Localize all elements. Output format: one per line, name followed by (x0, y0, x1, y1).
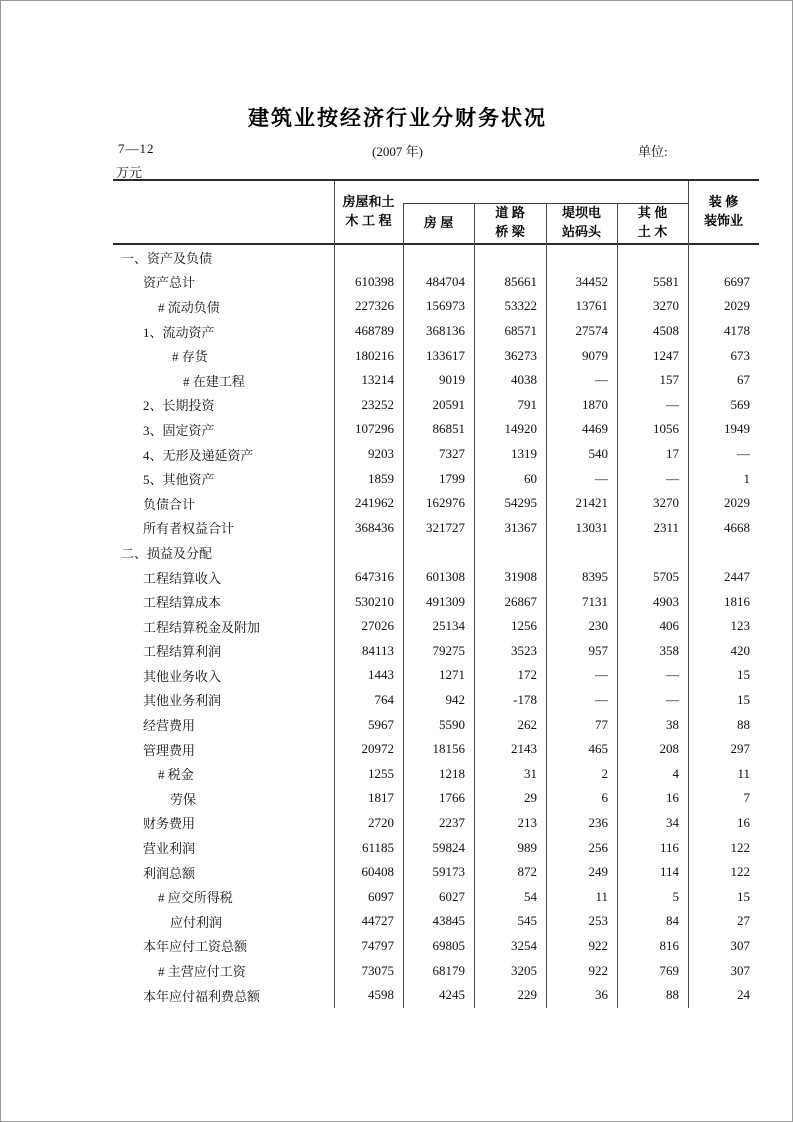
row-label: 工程结算税金及附加 (143, 619, 261, 635)
cell-value: 230 (588, 618, 608, 634)
column-divider (546, 203, 547, 1008)
row-label: 本年应付福利费总额 (143, 988, 261, 1004)
cell-value: 791 (517, 396, 537, 412)
cell-value: 2 (601, 765, 608, 781)
cell-value: 4 (672, 765, 679, 781)
cell-value: 236 (588, 814, 608, 830)
table-row (113, 737, 759, 762)
table-row (113, 614, 759, 639)
cell-value: 9019 (439, 372, 465, 388)
cell-value: 321727 (426, 519, 465, 535)
cell-value: 1056 (653, 421, 679, 437)
cell-value: 5590 (439, 716, 465, 732)
table-row (113, 245, 759, 270)
cell-value: — (737, 446, 750, 462)
cell-value: 60408 (361, 864, 394, 880)
row-label: # 在建工程 (183, 373, 245, 389)
cell-value: 2029 (724, 298, 750, 314)
cell-value: 4903 (653, 593, 679, 609)
cell-value: 53322 (504, 298, 537, 314)
cell-value: 8395 (582, 569, 608, 585)
cell-value: 20972 (361, 741, 394, 757)
cell-value: 59824 (432, 839, 465, 855)
column-divider (474, 203, 475, 1008)
row-label: # 主营应付工资 (158, 964, 246, 980)
cell-value: 16 (737, 814, 750, 830)
cell-value: 44727 (361, 913, 394, 929)
cell-value: 133617 (426, 347, 465, 363)
table-row (113, 368, 759, 393)
cell-value: 5581 (653, 273, 679, 289)
row-label: 经营费用 (143, 718, 196, 734)
cell-value: 6097 (368, 888, 394, 904)
cell-value: 957 (588, 642, 608, 658)
cell-value: 69805 (432, 937, 465, 953)
cell-value: 4508 (653, 323, 679, 339)
column-divider (334, 181, 335, 1008)
cell-value: 88 (666, 987, 679, 1003)
cell-value: 484704 (426, 273, 465, 289)
cell-value: 468789 (355, 323, 394, 339)
cell-value: 4178 (724, 323, 750, 339)
cell-value: 5705 (653, 569, 679, 585)
cell-value: 6027 (439, 888, 465, 904)
cell-value: — (595, 667, 608, 683)
row-label: 其他业务利润 (143, 693, 222, 709)
header-line: 装饰业 (703, 213, 743, 228)
cell-value: 1949 (724, 421, 750, 437)
cell-value: 15 (737, 691, 750, 707)
cell-value: 2143 (511, 741, 537, 757)
table-row (113, 983, 759, 1008)
row-label: 本年应付工资总额 (143, 939, 248, 955)
header-cell-other-civil (617, 203, 688, 243)
year-label: (2007 年) (372, 144, 423, 159)
cell-value: 24 (737, 987, 750, 1003)
row-label: 资产总计 (143, 275, 196, 291)
cell-value: 36 (595, 987, 608, 1003)
table-row (113, 393, 759, 418)
table-row (113, 294, 759, 319)
cell-value: 3205 (511, 962, 537, 978)
cell-value: 1799 (439, 470, 465, 486)
cell-value: 4598 (368, 987, 394, 1003)
header-line: 房 屋 (423, 214, 454, 230)
header-cell-housing-civil (334, 181, 403, 243)
cell-value: 1859 (368, 470, 394, 486)
cell-value: 20591 (432, 396, 465, 412)
table-row (113, 540, 759, 565)
column-divider (617, 203, 618, 1008)
cell-value: 2447 (724, 569, 750, 585)
cell-value: 1247 (653, 347, 679, 363)
column-divider (688, 181, 689, 1008)
header-line: 道 路 (495, 205, 525, 221)
cell-value: 256 (588, 839, 608, 855)
cell-value: 38 (666, 716, 679, 732)
row-label: 其他业务收入 (143, 668, 222, 684)
table-row (113, 565, 759, 590)
cell-value: 123 (730, 618, 750, 634)
cell-value: 18156 (432, 741, 465, 757)
cell-value: 1 (743, 470, 750, 486)
row-label: 4、无形及递延资产 (143, 447, 254, 463)
cell-value: 73075 (361, 962, 394, 978)
cell-value: 491309 (426, 593, 465, 609)
cell-value: 530210 (355, 593, 394, 609)
header-cell-road-bridge (474, 203, 546, 243)
table-row (113, 909, 759, 934)
cell-value: 368436 (355, 519, 394, 535)
cell-value: 11 (595, 888, 608, 904)
cell-value: — (666, 691, 679, 707)
row-label: 所有者权益合计 (143, 521, 235, 537)
cell-value: 262 (517, 716, 537, 732)
table-row (113, 589, 759, 614)
cell-value: 34452 (575, 273, 608, 289)
table-row (113, 343, 759, 368)
header-cell-housing (403, 203, 474, 243)
cell-value: 85661 (504, 273, 537, 289)
cell-value: 13761 (575, 298, 608, 314)
cell-value: 297 (730, 741, 750, 757)
cell-value: 227326 (355, 298, 394, 314)
cell-value: 60 (524, 470, 537, 486)
cell-value: 2029 (724, 495, 750, 511)
cell-value: 569 (730, 396, 750, 412)
cell-value: 213 (517, 814, 537, 830)
cell-value: 74797 (361, 937, 394, 953)
cell-value: 54295 (504, 495, 537, 511)
cell-value: 172 (517, 667, 537, 683)
cell-value: 67 (737, 372, 750, 388)
cell-value: 4469 (582, 421, 608, 437)
table-row (113, 270, 759, 295)
row-label: 3、固定资产 (143, 422, 215, 438)
cell-value: 673 (730, 347, 750, 363)
table-row (113, 835, 759, 860)
cell-value: 1443 (368, 667, 394, 683)
cell-value: 816 (659, 937, 679, 953)
cell-value: — (595, 470, 608, 486)
cell-value: — (595, 372, 608, 388)
cell-value: 358 (659, 642, 679, 658)
cell-value: 1218 (439, 765, 465, 781)
unit-label: 单位: (638, 144, 668, 159)
row-label: 劳保 (170, 791, 197, 807)
cell-value: 36273 (504, 347, 537, 363)
cell-value: 9079 (582, 347, 608, 363)
header-line: 站码头 (561, 224, 601, 239)
cell-value: 180216 (355, 347, 394, 363)
cell-value: 16 (666, 790, 679, 806)
cell-value: 647316 (355, 569, 394, 585)
header-line: 堤坝电 (561, 205, 601, 221)
table-row (113, 761, 759, 786)
cell-value: — (666, 470, 679, 486)
cell-value: 107296 (355, 421, 394, 437)
cell-value: 1271 (439, 667, 465, 683)
cell-value: 21421 (575, 495, 608, 511)
row-label: 一、资产及负债 (121, 250, 213, 266)
cell-value: 7131 (582, 593, 608, 609)
cell-value: 68571 (504, 323, 537, 339)
table-row (113, 466, 759, 491)
cell-value: 54 (524, 888, 537, 904)
cell-value: 25134 (432, 618, 465, 634)
cell-value: — (595, 691, 608, 707)
header-line: 木 工 程 (345, 213, 392, 228)
cell-value: 27026 (361, 618, 394, 634)
cell-value: 5 (672, 888, 679, 904)
table-row (113, 712, 759, 737)
cell-value: 157 (659, 372, 679, 388)
cell-value: 88 (737, 716, 750, 732)
column-divider (403, 203, 404, 1008)
cell-value: 2237 (439, 814, 465, 830)
row-label: # 存货 (172, 349, 208, 365)
header-line: 房屋和土 (342, 194, 395, 210)
cell-value: 9203 (368, 446, 394, 462)
cell-value: 14920 (504, 421, 537, 437)
cell-value: 208 (659, 741, 679, 757)
cell-value: 7 (743, 790, 750, 806)
cell-value: 872 (517, 864, 537, 880)
cell-value: 43845 (432, 913, 465, 929)
cell-value: 29 (524, 790, 537, 806)
cell-value: 162976 (426, 495, 465, 511)
cell-value: — (666, 667, 679, 683)
cell-value: 368136 (426, 323, 465, 339)
cell-value: 2720 (368, 814, 394, 830)
cell-value: 27 (737, 913, 750, 929)
cell-value: 7327 (439, 446, 465, 462)
cell-value: 3523 (511, 642, 537, 658)
cell-value: 942 (445, 691, 465, 707)
cell-value: 122 (730, 864, 750, 880)
cell-value: 11 (737, 765, 750, 781)
cell-value: 610398 (355, 273, 394, 289)
cell-value: 31 (524, 765, 537, 781)
cell-value: 307 (730, 962, 750, 978)
table-row (113, 934, 759, 959)
cell-value: 79275 (432, 642, 465, 658)
financial-table (113, 179, 759, 1007)
unit-value: 万元 (116, 165, 143, 180)
row-label: 二、损益及分配 (121, 545, 213, 561)
row-label: 营业利润 (143, 841, 196, 857)
table-row (113, 811, 759, 836)
row-label: # 流动负债 (158, 299, 220, 315)
cell-value: 6697 (724, 273, 750, 289)
row-label: 管理费用 (143, 742, 196, 758)
cell-value: 307 (730, 937, 750, 953)
cell-value: 17 (666, 446, 679, 462)
cell-value: 545 (517, 913, 537, 929)
row-label: 利润总额 (143, 865, 196, 881)
cell-value: 1319 (511, 446, 537, 462)
cell-value: 13031 (575, 519, 608, 535)
table-row (113, 491, 759, 516)
table-body (113, 245, 759, 1007)
cell-value: 4668 (724, 519, 750, 535)
cell-value: 1255 (368, 765, 394, 781)
cell-value: 1870 (582, 396, 608, 412)
cell-value: — (666, 396, 679, 412)
table-row (113, 639, 759, 664)
row-label: # 应交所得税 (158, 890, 233, 906)
cell-value: 406 (659, 618, 679, 634)
header-line: 桥 梁 (495, 224, 525, 239)
cell-value: 13214 (361, 372, 394, 388)
cell-value: 27574 (575, 323, 608, 339)
row-label: 2、长期投资 (143, 398, 215, 414)
table-row (113, 884, 759, 909)
cell-value: 2311 (653, 519, 679, 535)
meta-row (1, 141, 793, 159)
cell-value: 77 (595, 716, 608, 732)
cell-value: 3270 (653, 495, 679, 511)
cell-value: 253 (588, 913, 608, 929)
cell-value: 1256 (511, 618, 537, 634)
cell-value: 241962 (355, 495, 394, 511)
header-line: 其 他 (637, 205, 668, 221)
row-label: 工程结算成本 (143, 595, 222, 611)
row-label: 财务费用 (143, 816, 196, 832)
page-title: 建筑业按经济行业分财务状况 (248, 107, 547, 130)
cell-value: 4245 (439, 987, 465, 1003)
cell-value: 922 (588, 962, 608, 978)
cell-value: 84 (666, 913, 679, 929)
cell-value: 61185 (361, 839, 394, 855)
header-line: 装 修 (708, 194, 739, 210)
cell-value: 34 (666, 814, 679, 830)
cell-value: 989 (517, 839, 537, 855)
row-label: 5、其他资产 (143, 472, 215, 488)
cell-value: 3254 (511, 937, 537, 953)
cell-value: 4038 (511, 372, 537, 388)
table-row (113, 860, 759, 885)
cell-value: 116 (659, 839, 679, 855)
table-row (113, 442, 759, 467)
cell-value: 601308 (426, 569, 465, 585)
cell-value: 1766 (439, 790, 465, 806)
cell-value: 68179 (432, 962, 465, 978)
cell-value: 15 (737, 888, 750, 904)
table-row (113, 688, 759, 713)
table-header (113, 181, 759, 245)
table-row (113, 786, 759, 811)
cell-value: 764 (374, 691, 394, 707)
cell-value: 540 (588, 446, 608, 462)
table-row (113, 417, 759, 442)
cell-value: 465 (588, 741, 608, 757)
header-cell-dam-station-dock (546, 203, 617, 243)
table-row (113, 958, 759, 983)
row-label: 工程结算收入 (143, 570, 222, 586)
cell-value: 15 (737, 667, 750, 683)
cell-value: 31908 (504, 569, 537, 585)
header-line: 土 木 (637, 224, 668, 239)
cell-value: 86851 (432, 421, 465, 437)
row-label: 应付利润 (170, 914, 223, 930)
table-row (113, 319, 759, 344)
cell-value: 59173 (432, 864, 465, 880)
cell-value: 31367 (504, 519, 537, 535)
row-label: # 税金 (158, 767, 194, 783)
row-label: 1、流动资产 (143, 324, 215, 340)
cell-value: 1817 (368, 790, 394, 806)
cell-value: 6 (601, 790, 608, 806)
row-label: 负债合计 (143, 496, 196, 512)
cell-value: 114 (659, 864, 679, 880)
cell-value: -178 (513, 691, 537, 707)
cell-value: 122 (730, 839, 750, 855)
table-row (113, 663, 759, 688)
header-cell-decoration (688, 181, 759, 243)
table-row (113, 516, 759, 541)
cell-value: 23252 (361, 396, 394, 412)
cell-value: 3270 (653, 298, 679, 314)
cell-value: 26867 (504, 593, 537, 609)
cell-value: 420 (730, 642, 750, 658)
cell-value: 922 (588, 937, 608, 953)
cell-value: 84113 (361, 642, 394, 658)
cell-value: 5967 (368, 716, 394, 732)
cell-value: 229 (517, 987, 537, 1003)
cell-value: 249 (588, 864, 608, 880)
cell-value: 1816 (724, 593, 750, 609)
cell-value: 156973 (426, 298, 465, 314)
table-number: 7—12 (118, 141, 155, 156)
cell-value: 769 (659, 962, 679, 978)
row-label: 工程结算利润 (143, 644, 222, 660)
